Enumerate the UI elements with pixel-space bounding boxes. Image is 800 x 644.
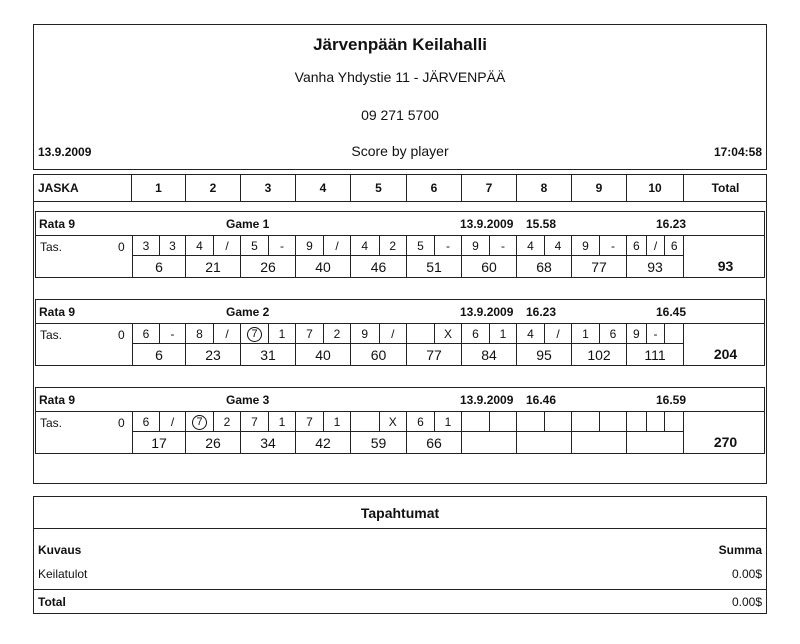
ball-mark: 1 (268, 324, 295, 344)
ball-mark (572, 412, 599, 432)
split-mark: 7 (192, 415, 207, 430)
frame-cumulative-score: 60 (462, 256, 517, 278)
frame-cumulative-score: 26 (241, 256, 296, 278)
header-box (33, 24, 767, 170)
ball-mark: 9 (582, 239, 589, 253)
ball-mark: 2 (379, 236, 407, 256)
game-date: 13.9.2009 (460, 393, 514, 407)
events-col-sum: Summa (718, 543, 762, 557)
frame-cumulative-score: 84 (462, 344, 517, 366)
frame-cumulative-score (517, 432, 572, 454)
ball-mark: 1 (268, 412, 295, 432)
frame-number-header: 5 (351, 175, 407, 201)
frame-number-header: 3 (241, 175, 296, 201)
ball-mark: 9 (306, 239, 313, 253)
ball-mark: 5 (251, 239, 258, 253)
ball-mark (627, 412, 646, 432)
ball-mark: 4 (527, 239, 534, 253)
frame-cumulative-score: 26 (186, 432, 241, 454)
ball-mark (186, 412, 213, 432)
ball-mark: 1 (323, 412, 350, 432)
frame-cumulative-score: 34 (241, 432, 296, 454)
ball-mark: 1 (434, 412, 461, 432)
ball-mark: 6 (599, 324, 626, 344)
frame-cumulative-score: 40 (296, 256, 351, 278)
ball-mark: / (379, 324, 407, 344)
frame-cumulative-score: 60 (351, 344, 407, 366)
ball-mark: 1 (582, 327, 589, 341)
frame-number-header: 1 (132, 175, 186, 201)
game-end-time: 16.23 (656, 217, 687, 231)
game-title-row (36, 212, 764, 236)
frame-cumulative-score: 59 (351, 432, 407, 454)
ball-mark: - (434, 236, 461, 256)
player-name: JASKA (34, 175, 132, 201)
report-date: 13.9.2009 (38, 145, 92, 159)
game-start-time: 15.58 (526, 217, 557, 231)
frame-number-header: 2 (186, 175, 241, 201)
ball-mark: - (646, 324, 665, 344)
ball-mark: 4 (527, 327, 534, 341)
frame-balls (186, 236, 241, 256)
ball-mark (544, 412, 571, 432)
frame-balls (627, 324, 684, 344)
frame-number-header: 7 (462, 175, 517, 201)
ball-mark: 7 (306, 415, 313, 429)
ball-mark: 3 (159, 236, 185, 256)
frame-balls (132, 412, 186, 432)
frame-cumulative-score: 42 (296, 432, 351, 454)
ball-mark: 2 (323, 324, 350, 344)
frame-number-header: 10 (627, 175, 684, 201)
ball-mark (599, 412, 626, 432)
ball-mark: 6 (632, 239, 640, 253)
handicap-value: 0 (118, 328, 125, 342)
ball-mark: 7 (306, 327, 313, 341)
frame-balls (186, 412, 241, 432)
game-total-score: 270 (713, 434, 738, 450)
game-start-time: 16.23 (526, 305, 557, 319)
game-total-score: 93 (717, 258, 734, 274)
ball-mark: / (213, 236, 240, 256)
frame-number-header: 9 (572, 175, 627, 201)
frame-balls (517, 236, 572, 256)
game-name: Game 2 (226, 305, 270, 319)
frame-balls (627, 412, 684, 432)
ball-mark: 9 (632, 327, 640, 341)
frame-cumulative-score: 31 (241, 344, 296, 366)
frame-balls (517, 324, 572, 344)
frame-balls (241, 412, 296, 432)
ball-mark: / (323, 236, 350, 256)
ball-mark: / (544, 324, 571, 344)
ball-mark (241, 324, 268, 344)
frame-balls (351, 236, 407, 256)
lane-label: Rata 9 (39, 217, 76, 231)
game-block (35, 387, 765, 454)
frame-balls (132, 236, 186, 256)
ball-mark: - (599, 236, 626, 256)
events-title: Tapahtumat (34, 497, 766, 529)
frame-cumulative-score: 40 (296, 344, 351, 366)
ball-mark: X (379, 412, 407, 432)
score-column-header (33, 174, 767, 202)
game-end-time: 16.59 (656, 393, 687, 407)
events-box (33, 496, 767, 614)
frame-cumulative-score (627, 432, 684, 454)
frame-balls (132, 324, 186, 344)
ball-mark (489, 412, 516, 432)
ball-mark (462, 412, 489, 432)
report-time: 17:04:58 (713, 145, 762, 159)
ball-mark (407, 324, 434, 344)
lane-label: Rata 9 (39, 393, 76, 407)
events-total-divider (34, 589, 766, 590)
game-date: 13.9.2009 (460, 217, 514, 231)
frame-balls (296, 412, 351, 432)
ball-mark: 6 (142, 327, 150, 341)
ball-mark: 5 (417, 239, 424, 253)
ball-mark (351, 412, 379, 432)
ball-mark: 6 (472, 327, 479, 341)
frame-balls (462, 324, 517, 344)
ball-mark: 9 (361, 327, 369, 341)
venue-address: Vanha Yhdystie 11 - JÄRVENPÄÄ (294, 69, 506, 85)
ball-mark (664, 324, 683, 344)
total-header: Total (711, 181, 740, 195)
ball-mark: / (213, 324, 240, 344)
ball-mark: - (489, 236, 516, 256)
frame-cumulative-score: 6 (132, 344, 186, 366)
event-desc: Keilatulot (38, 567, 88, 581)
split-mark: 7 (247, 327, 262, 342)
ball-mark (664, 412, 683, 432)
lane-label: Rata 9 (39, 305, 76, 319)
frame-cumulative-score: 77 (407, 344, 462, 366)
frame-balls (241, 324, 296, 344)
game-title-row (36, 388, 764, 412)
ball-mark: - (159, 324, 185, 344)
frame-cumulative-score: 23 (186, 344, 241, 366)
frame-cumulative-score: 66 (407, 432, 462, 454)
ball-mark (517, 412, 544, 432)
handicap-label: Tas. (40, 240, 63, 254)
ball-mark: 9 (472, 239, 479, 253)
frame-cumulative-score: 21 (186, 256, 241, 278)
game-end-time: 16.45 (656, 305, 687, 319)
ball-mark: 4 (361, 239, 369, 253)
frame-balls (186, 324, 241, 344)
frame-cumulative-score: 102 (572, 344, 627, 366)
handicap-label: Tas. (40, 416, 63, 430)
frame-balls (572, 324, 627, 344)
game-total-score: 204 (713, 346, 738, 362)
venue-phone: 09 271 5700 (361, 107, 439, 123)
frame-cumulative-score: 51 (407, 256, 462, 278)
report-label: Score by player (351, 143, 449, 159)
events-total-label: Total (38, 595, 66, 609)
game-name: Game 1 (226, 217, 270, 231)
frame-cumulative-score: 17 (132, 432, 186, 454)
frame-balls (407, 412, 462, 432)
ball-mark: 6 (664, 236, 683, 256)
frame-number-header: 8 (517, 175, 572, 201)
ball-mark: / (646, 236, 665, 256)
ball-mark: 6 (142, 415, 150, 429)
ball-mark (646, 412, 665, 432)
handicap-value: 0 (118, 240, 125, 254)
ball-mark: 2 (213, 412, 240, 432)
frame-number-header: 4 (296, 175, 351, 201)
game-block (35, 211, 765, 278)
ball-mark: - (268, 236, 295, 256)
handicap-label: Tas. (40, 328, 63, 342)
ball-mark: 7 (251, 415, 258, 429)
frame-balls (296, 236, 351, 256)
frame-balls (351, 412, 407, 432)
frame-balls (517, 412, 572, 432)
frame-cumulative-score: 95 (517, 344, 572, 366)
frame-cumulative-score: 46 (351, 256, 407, 278)
game-block (35, 299, 765, 366)
frame-balls (462, 236, 517, 256)
frame-number-header: 6 (407, 175, 462, 201)
frame-balls (462, 412, 517, 432)
frame-cumulative-score (572, 432, 627, 454)
frame-balls (407, 236, 462, 256)
frame-cumulative-score (462, 432, 517, 454)
frame-balls (241, 236, 296, 256)
frame-balls (351, 324, 407, 344)
game-date: 13.9.2009 (460, 305, 514, 319)
frame-cumulative-score: 111 (627, 344, 684, 366)
ball-mark: / (159, 412, 185, 432)
handicap-value: 0 (118, 416, 125, 430)
ball-mark: X (434, 324, 461, 344)
game-title-row (36, 300, 764, 324)
events-col-desc: Kuvaus (38, 543, 82, 557)
frame-balls (627, 236, 684, 256)
event-sum: 0.00$ (731, 567, 762, 581)
ball-mark: 6 (417, 415, 424, 429)
frame-balls (572, 236, 627, 256)
venue-title: Järvenpään Keilahalli (313, 35, 487, 54)
frame-balls (296, 324, 351, 344)
frame-cumulative-score: 68 (517, 256, 572, 278)
frame-cumulative-score: 77 (572, 256, 627, 278)
frame-balls (572, 412, 627, 432)
ball-mark: 4 (544, 236, 571, 256)
frame-balls (407, 324, 462, 344)
events-total-sum: 0.00$ (731, 595, 762, 609)
ball-mark: 4 (196, 239, 203, 253)
frame-cumulative-score: 6 (132, 256, 186, 278)
ball-mark: 1 (489, 324, 516, 344)
ball-mark: 8 (196, 327, 203, 341)
game-name: Game 3 (226, 393, 270, 407)
ball-mark: 3 (142, 239, 150, 253)
frame-cumulative-score: 93 (627, 256, 684, 278)
game-start-time: 16.46 (526, 393, 557, 407)
